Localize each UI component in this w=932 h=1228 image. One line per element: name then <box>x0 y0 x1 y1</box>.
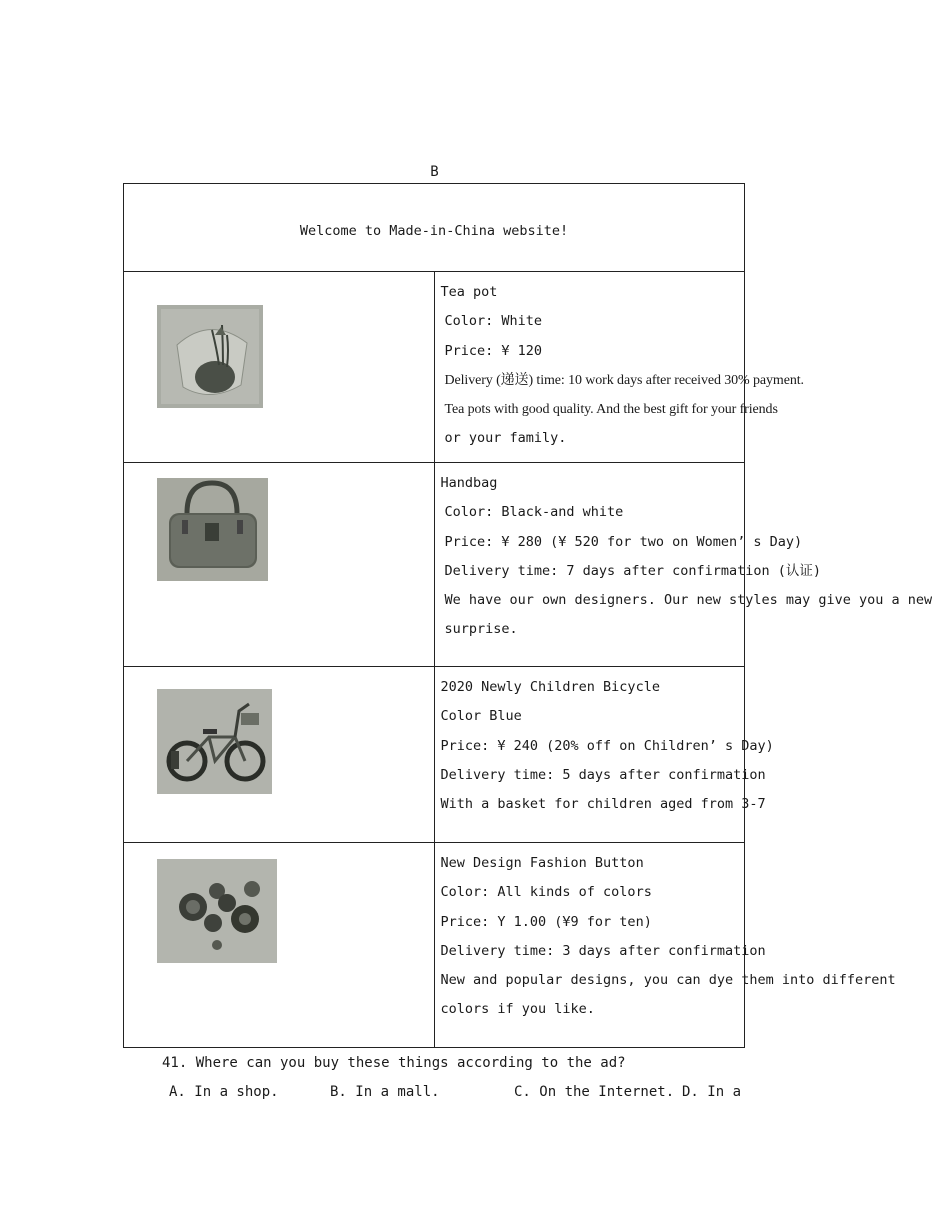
teapot-photo <box>157 305 263 408</box>
teapot-description-cont: or your family. <box>444 430 567 447</box>
bicycle-delivery: Delivery time: 5 days after confirmation <box>440 766 766 783</box>
button-description-cont: colors if you like. <box>440 1001 595 1018</box>
button-delivery: Delivery time: 3 days after confirmation <box>440 942 766 959</box>
buttons-photo <box>157 859 277 963</box>
button-description: New and popular designs, you can dye them into different <box>440 972 896 989</box>
button-price: Price: Y 1.00 (¥9 for ten) <box>440 913 652 930</box>
handbag-price: Price: ¥ 280 (¥ 520 for two on Women’ s Day) <box>444 533 803 550</box>
teapot-name: Tea pot <box>440 284 498 300</box>
button-name: New Design Fashion Button <box>440 855 644 871</box>
option-b[interactable]: B. In a mall. <box>330 1084 440 1100</box>
bicycle-color: Color Blue <box>440 708 522 725</box>
product-ad-table <box>123 183 932 1048</box>
teapot-description: Tea pots with good quality. And the best gift for your friends <box>444 402 778 418</box>
button-color: Color: All kinds of colors <box>440 884 652 901</box>
teapot-delivery: Delivery (递送) time: 10 work days after received 30% payment. <box>444 372 804 388</box>
product-row-bicycle <box>124 667 745 843</box>
bicycle-price: Price: ¥ 240 (20% off on Children’ s Day) <box>440 737 774 754</box>
product-row-teapot <box>124 272 745 463</box>
option-d[interactable]: D. In a <box>682 1084 742 1100</box>
handbag-description: We have our own designers. Our new styles may give you a new <box>444 592 932 609</box>
handbag-delivery: Delivery time: 7 days after confirmation (认证) <box>444 562 821 579</box>
teapot-price: Price: ¥ 120 <box>444 342 543 359</box>
question-41: 41. Where can you buy these things according to the ad? <box>162 1055 626 1071</box>
handbag-photo <box>157 478 268 581</box>
bicycle-description: With a basket for children aged from 3-7 <box>440 796 766 813</box>
handbag-color: Color: Black-and white <box>444 504 624 521</box>
option-a[interactable]: A. In a shop. <box>169 1084 279 1100</box>
section-letter: B <box>430 164 439 180</box>
welcome-text: Welcome to Made-in-China website! <box>299 222 569 239</box>
teapot-color: Color: White <box>444 313 543 330</box>
welcome-row <box>124 184 745 272</box>
product-row-button <box>124 843 745 1048</box>
bicycle-photo <box>157 689 272 794</box>
bicycle-name: 2020 Newly Children Bicycle <box>440 679 660 695</box>
handbag-name: Handbag <box>440 475 498 491</box>
handbag-description-cont: surprise. <box>444 621 518 638</box>
product-row-handbag <box>124 463 745 667</box>
option-c[interactable]: C. On the Internet. <box>514 1084 675 1100</box>
